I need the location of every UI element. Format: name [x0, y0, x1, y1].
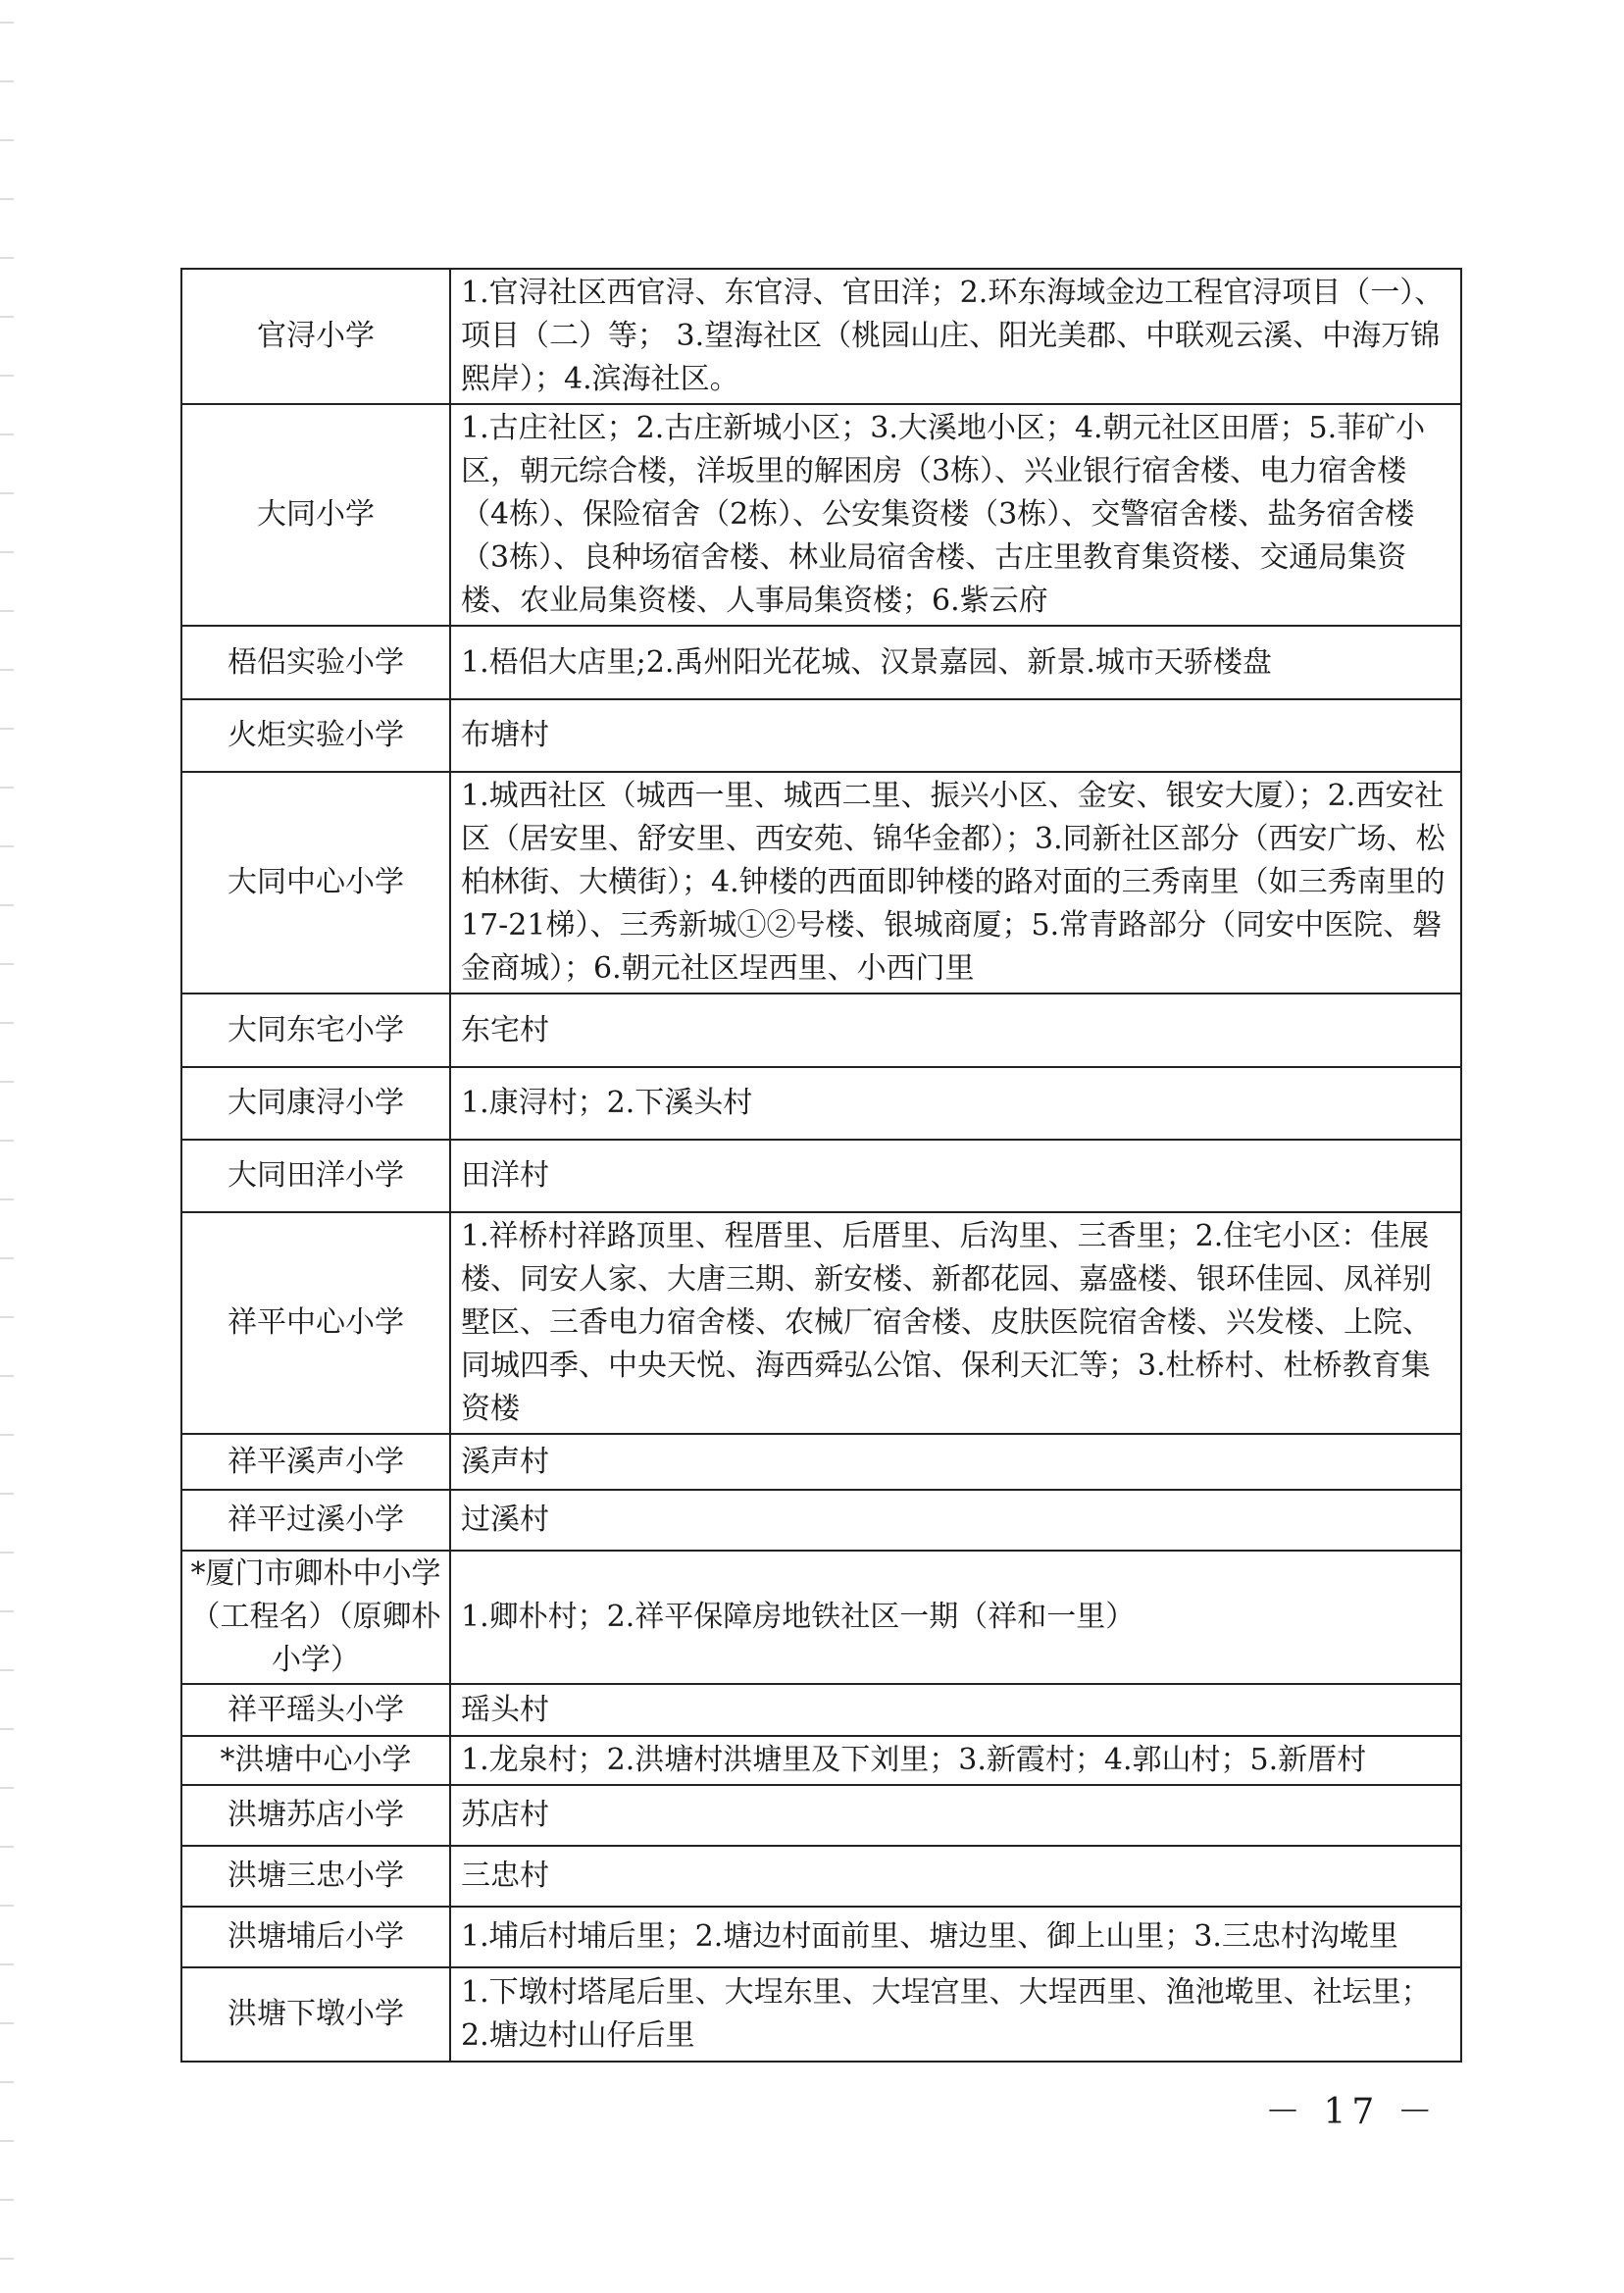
- school-name-cell: 祥平过溪小学: [181, 1490, 450, 1551]
- scan-margin-marks: [0, 0, 14, 2293]
- school-name-cell: *洪塘中心小学: [181, 1736, 450, 1785]
- enrollment-area-cell: 东宅村: [450, 994, 1461, 1067]
- school-name-cell: 火炬实验小学: [181, 699, 450, 772]
- enrollment-area-cell: 1.梧侣大店里;2.禹州阳光花城、汉景嘉园、新景.城市天骄楼盘: [450, 626, 1461, 699]
- enrollment-area-cell: 布塘村: [450, 699, 1461, 772]
- table-row: [181, 1551, 1461, 1684]
- school-name-cell: 大同中心小学: [181, 772, 450, 994]
- enrollment-area-cell: 1.下墩村塔尾后里、大埕东里、大埕宫里、大埕西里、渔池墘里、社坛里；2.塘边村山仔后里: [450, 1967, 1461, 2062]
- enrollment-area-cell: 1.城西社区（城西一里、城西二里、振兴小区、金安、银安大厦）；2.西安社区（居安里、舒安里、西安苑、锦华金都）；3.同新社区部分（西安广场、松柏林街、大横街）；4.钟楼的西面即钟楼的路对面的三秀南里（如三秀南里的17-21梯）、三秀新城①②号楼、银城商厦；5.常青路部分（同安中医院、磐金商城）；6.朝元社区埕西里、小西门里: [450, 772, 1461, 994]
- school-name-cell: 大同小学: [181, 404, 450, 626]
- table-row: [181, 1736, 1461, 1785]
- enrollment-area-cell: 瑶头村: [450, 1684, 1461, 1736]
- school-name-cell: 梧侣实验小学: [181, 626, 450, 699]
- page-number: － 17 －: [1265, 2092, 1439, 2132]
- enrollment-area-cell: 三忠村: [450, 1846, 1461, 1907]
- school-district-table: [180, 268, 1462, 2063]
- table-row: [181, 1490, 1461, 1551]
- table-row: [181, 1907, 1461, 1967]
- school-name-cell: 洪塘下墩小学: [181, 1967, 450, 2062]
- school-name-cell: 祥平溪声小学: [181, 1434, 450, 1490]
- table-row: [181, 1785, 1461, 1846]
- school-name-cell: 洪塘埔后小学: [181, 1907, 450, 1967]
- school-name-cell: 祥平瑶头小学: [181, 1684, 450, 1736]
- table-row: [181, 994, 1461, 1067]
- school-name-cell: 大同田洋小学: [181, 1140, 450, 1212]
- school-name-cell: *厦门市卿朴中小学（工程名）（原卿朴小学）: [181, 1551, 450, 1684]
- table-row: [181, 1212, 1461, 1434]
- table-row: [181, 1140, 1461, 1212]
- enrollment-area-cell: 1.康浔村；2.下溪头村: [450, 1067, 1461, 1140]
- school-name-cell: 官浔小学: [181, 269, 450, 404]
- table-row: [181, 1434, 1461, 1490]
- enrollment-area-cell: 1.官浔社区西官浔、东官浔、官田洋；2.环东海域金边工程官浔项目（一）、项目（二）等； 3.望海社区（桃园山庄、阳光美郡、中联观云溪、中海万锦熙岸）；4.滨海社区。: [450, 269, 1461, 404]
- table-row: [181, 626, 1461, 699]
- enrollment-area-cell: 1.卿朴村；2.祥平保障房地铁社区一期（祥和一里）: [450, 1551, 1461, 1684]
- school-name-cell: 大同东宅小学: [181, 994, 450, 1067]
- enrollment-area-cell: 过溪村: [450, 1490, 1461, 1551]
- enrollment-area-cell: 1.龙泉村；2.洪塘村洪塘里及下刘里；3.新霞村；4.郭山村；5.新厝村: [450, 1736, 1461, 1785]
- enrollment-area-cell: 1.古庄社区；2.古庄新城小区；3.大溪地小区；4.朝元社区田厝；5.菲矿小区，朝元综合楼，洋坂里的解困房（3栋）、兴业银行宿舍楼、电力宿舍楼（4栋）、保险宿舍（2栋）、公安集资楼（3栋）、交警宿舍楼、盐务宿舍楼（3栋）、良种场宿舍楼、林业局宿舍楼、古庄里教育集资楼、交通局集资楼、农业局集资楼、人事局集资楼；6.紫云府: [450, 404, 1461, 626]
- school-name-cell: 洪塘三忠小学: [181, 1846, 450, 1907]
- table-row: [181, 772, 1461, 994]
- enrollment-area-cell: 溪声村: [450, 1434, 1461, 1490]
- table-row: [181, 1846, 1461, 1907]
- table-row: [181, 1684, 1461, 1736]
- enrollment-area-cell: 1.埔后村埔后里；2.塘边村面前里、塘边里、御上山里；3.三忠村沟墘里: [450, 1907, 1461, 1967]
- table-row: [181, 404, 1461, 626]
- enrollment-area-cell: 1.祥桥村祥路顶里、程厝里、后厝里、后沟里、三香里；2.住宅小区：佳展楼、同安人家、大唐三期、新安楼、新都花园、嘉盛楼、银环佳园、凤祥别墅区、三香电力宿舍楼、农械厂宿舍楼、皮肤医院宿舍楼、兴发楼、上院、同城四季、中央天悦、海西舜弘公馆、保利天汇等；3.杜桥村、杜桥教育集资楼: [450, 1212, 1461, 1434]
- table-row: [181, 699, 1461, 772]
- table-row: [181, 1067, 1461, 1140]
- enrollment-area-cell: 田洋村: [450, 1140, 1461, 1212]
- table-row: [181, 1967, 1461, 2062]
- school-name-cell: 大同康浔小学: [181, 1067, 450, 1140]
- school-name-cell: 祥平中心小学: [181, 1212, 450, 1434]
- school-name-cell: 洪塘苏店小学: [181, 1785, 450, 1846]
- table-row: [181, 269, 1461, 404]
- enrollment-area-cell: 苏店村: [450, 1785, 1461, 1846]
